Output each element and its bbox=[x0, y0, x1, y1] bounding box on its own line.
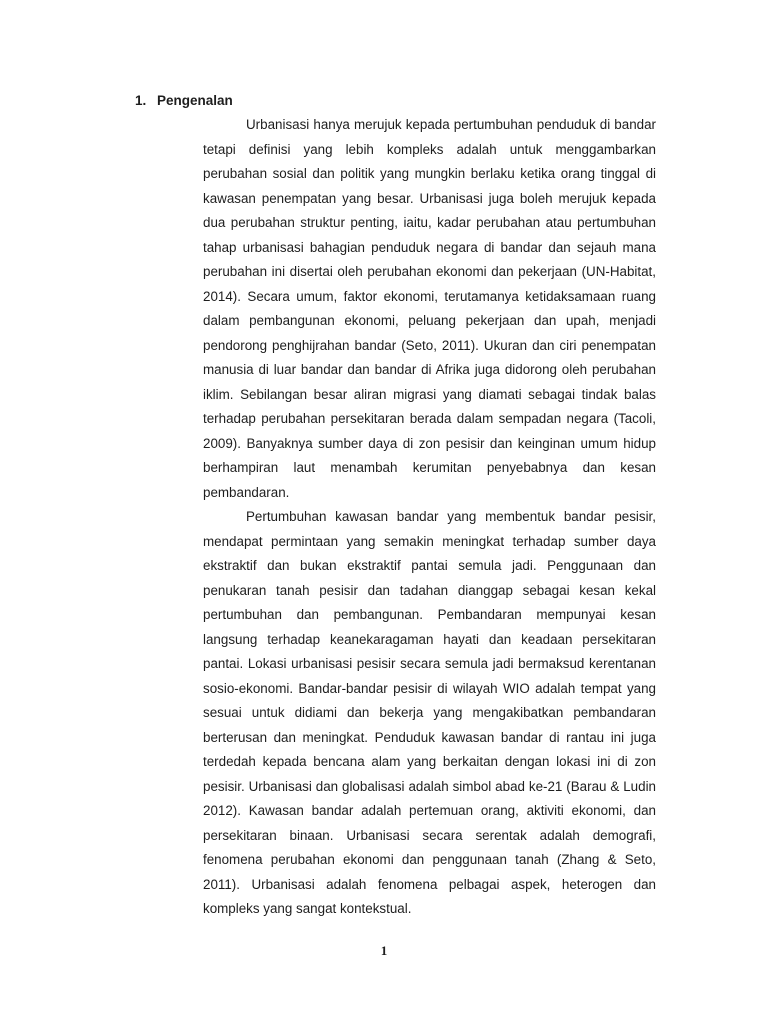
paragraph-2: Pertumbuhan kawasan bandar yang membentuk bandar pesisir, mendapat permintaan yang semakin meningkat terhadap sumber daya ekstraktif dan bukan ekstraktif pantai semula jadi. Penggunaan dan penukaran tanah pesisir dan tadahan dianggap sebagai kesan kekal pertumbuhan dan pembangunan. Pembandaran mempunyai kesan langsung terhadap keanekaragaman hayati dan keadaan persekitaran pantai. Lokasi urbanisasi pesisir secara semula jadi bermaksud kerentanan sosio-ekonomi. Bandar-bandar pesisir di wilayah WIO adalah tempat yang sesuai untuk didiami dan bekerja yang mengakibatkan pembandaran berterusan dan meningkat. Penduduk kawasan bandar di rantau ini juga terdedah kepada bencana alam yang berkaitan dengan lokasi ini di zon pesisir. Urbanisasi dan globalisasi adalah simbol abad ke-21 (Barau & Ludin 2012). Kawasan bandar adalah pertemuan orang, aktiviti ekonomi, dan persekitaran binaan. Urbanisasi secara serentak adalah demografi, fenomena perubahan ekonomi dan penggunaan tanah (Zhang & Seto, 2011). Urbanisasi adalah fenomena pelbagai aspek, heterogen dan kompleks yang sangat kontekstual. bbox=[203, 509, 656, 916]
section-body bbox=[203, 113, 656, 922]
page-number: 1 bbox=[380, 943, 388, 958]
section-heading bbox=[135, 90, 233, 112]
section-title: Pengenalan bbox=[157, 93, 233, 108]
paragraph-1: Urbanisasi hanya merujuk kepada pertumbuhan penduduk di bandar tetapi definisi yang lebih kompleks adalah untuk menggambarkan perubahan sosial dan politik yang mungkin berlaku ketika orang tinggal di kawasan penempatan yang besar. Urbanisasi juga boleh merujuk kepada dua perubahan struktur penting, iaitu, kadar perubahan atau pertumbuhan tahap urbanisasi bahagian penduduk negara di bandar dan sejauh mana perubahan ini disertai oleh perubahan ekonomi dan pekerjaan (UN-Habitat, 2014). Secara umum, faktor ekonomi, terutamanya ketidaksamaan ruang dalam pembangunan ekonomi, peluang pekerjaan dan upah, menjadi pendorong penghijrahan bandar (Seto, 2011). Ukuran dan ciri penempatan manusia di luar bandar dan bandar di Afrika juga didorong oleh perubahan iklim. Sebilangan besar aliran migrasi yang diamati sebagai tindak balas terhadap perubahan persekitaran berada dalam sempadan negara (Tacoli, 2009). Banyaknya sumber daya di zon pesisir dan keinginan umum hidup berhampiran laut menambah kerumitan penyebabnya dan kesan pembandaran. bbox=[203, 117, 656, 500]
section-number: 1. bbox=[135, 93, 147, 108]
